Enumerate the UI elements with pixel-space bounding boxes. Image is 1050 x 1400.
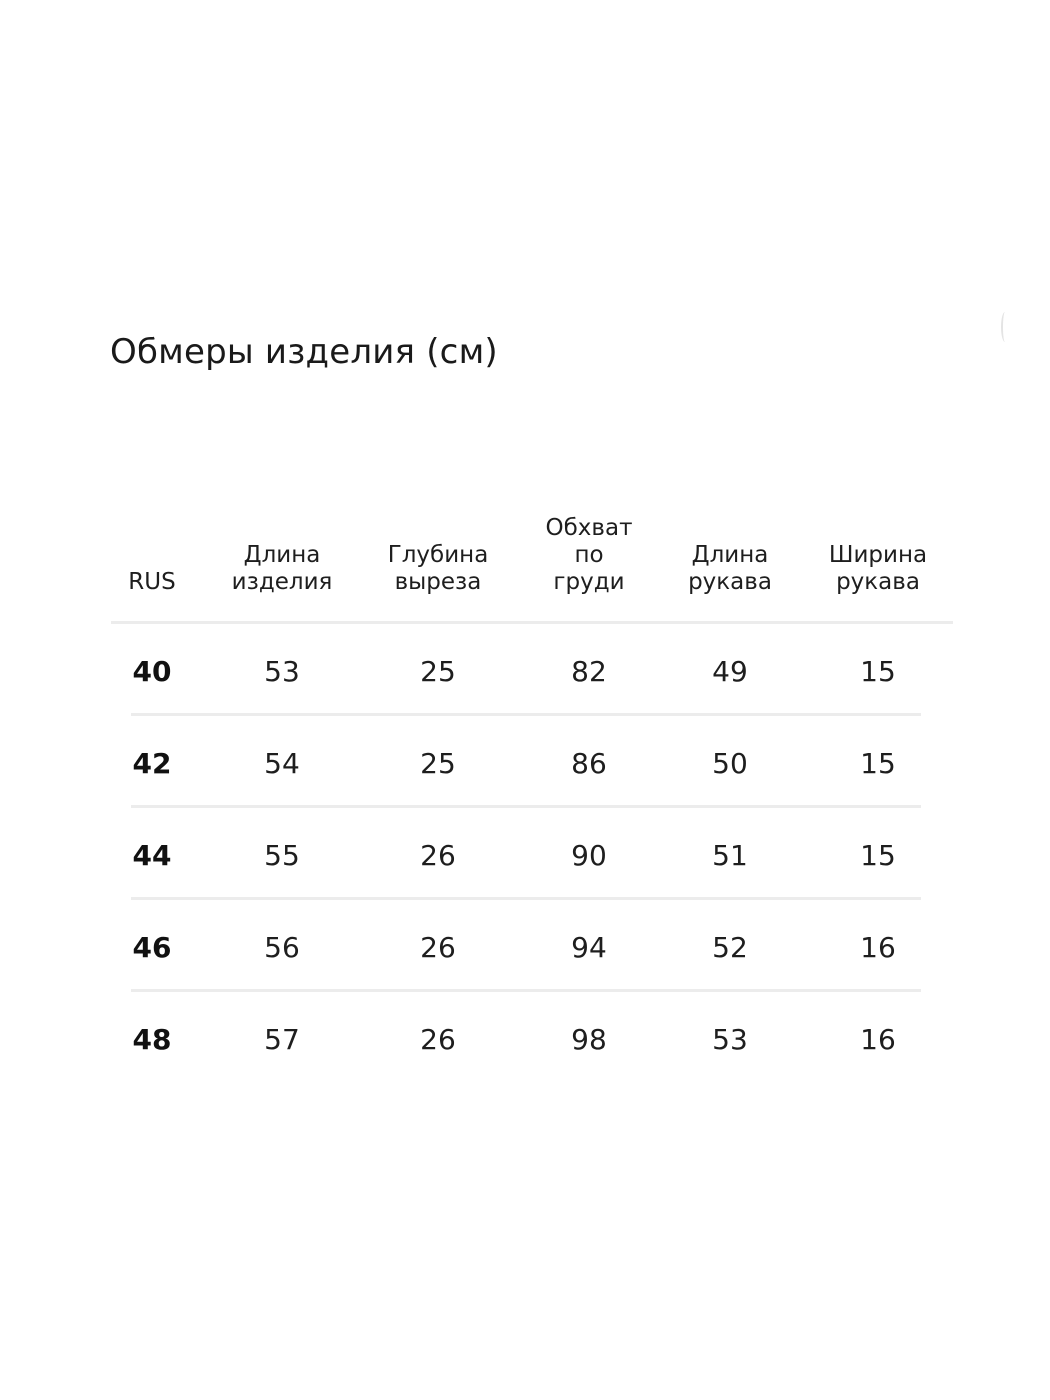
row-divider — [131, 897, 921, 900]
size-cell: 46 — [132, 931, 172, 964]
table-cell: 53 — [264, 655, 300, 688]
table-row — [0, 744, 1050, 784]
table-row — [0, 836, 1050, 876]
table-cell: 55 — [264, 839, 300, 872]
header-neckline-depth: Глубина выреза — [387, 542, 489, 595]
row-divider — [131, 989, 921, 992]
header-sleeve-length: Длина рукава — [688, 542, 772, 595]
table-cell: 15 — [860, 655, 896, 688]
table-cell: 26 — [420, 931, 456, 964]
table-cell: 57 — [264, 1023, 300, 1056]
table-cell: 82 — [571, 655, 607, 688]
table-cell: 94 — [571, 931, 607, 964]
table-cell: 49 — [712, 655, 748, 688]
header-sleeve-width: Ширина рукава — [828, 542, 928, 595]
table-cell: 90 — [571, 839, 607, 872]
row-divider — [131, 713, 921, 716]
table-cell: 26 — [420, 1023, 456, 1056]
table-row — [0, 652, 1050, 692]
table-cell: 54 — [264, 747, 300, 780]
table-cell: 16 — [860, 931, 896, 964]
table-cell: 51 — [712, 839, 748, 872]
table-cell: 15 — [860, 747, 896, 780]
size-cell: 44 — [132, 839, 172, 872]
size-cell: 48 — [132, 1023, 172, 1056]
table-cell: 26 — [420, 839, 456, 872]
table-cell: 86 — [571, 747, 607, 780]
table-cell: 50 — [712, 747, 748, 780]
table-cell: 56 — [264, 931, 300, 964]
table-cell: 25 — [420, 747, 456, 780]
header-divider — [111, 621, 953, 624]
size-cell: 40 — [132, 655, 172, 688]
table-cell: 52 — [712, 931, 748, 964]
table-cell: 15 — [860, 839, 896, 872]
table-cell: 25 — [420, 655, 456, 688]
table-cell: 98 — [571, 1023, 607, 1056]
row-divider — [131, 805, 921, 808]
table-row — [0, 1020, 1050, 1060]
table-row — [0, 928, 1050, 968]
header-rus: RUS — [128, 569, 176, 595]
header-chest: Обхват по груди — [545, 515, 633, 595]
table-cell: 16 — [860, 1023, 896, 1056]
size-cell: 42 — [132, 747, 172, 780]
header-length: Длина изделия — [231, 542, 333, 595]
page-title: Обмеры изделия (см) — [110, 332, 498, 372]
table-cell: 53 — [712, 1023, 748, 1056]
